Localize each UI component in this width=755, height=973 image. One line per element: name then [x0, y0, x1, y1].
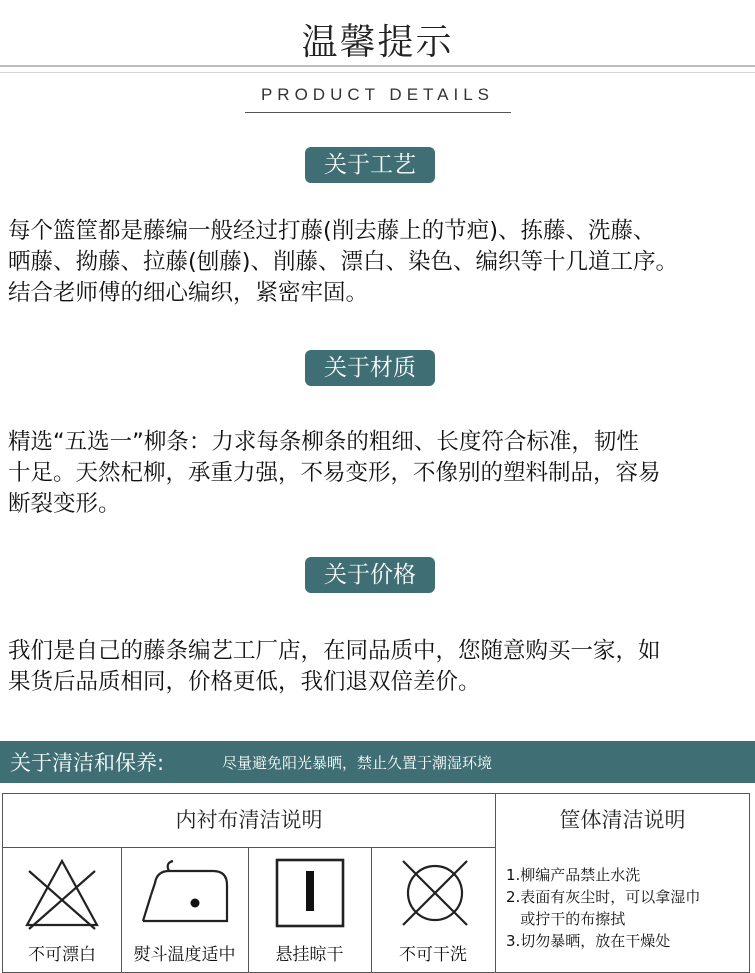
page-subtitle: PRODUCT DETAILS: [260, 85, 495, 104]
price-heading: 关于价格: [305, 557, 435, 593]
subtitle-underline: [245, 112, 511, 113]
paragraph-line: 果货后品质相同，价格更低，我们退双倍差价。: [8, 669, 481, 695]
iron-medium-label: 熨斗温度适中: [133, 945, 236, 965]
care-table: [2, 793, 750, 973]
price-paragraph: [8, 636, 748, 698]
paragraph-line: 结合老师傅的细心编织，紧密牢固。: [8, 280, 369, 306]
header-divider: [0, 65, 755, 67]
body-care-line: 1.柳编产品禁止水洗: [506, 866, 641, 884]
care-banner: [0, 741, 755, 783]
no-dry-clean-icon: [395, 855, 475, 933]
care-title: 关于清洁和保养:: [10, 751, 165, 775]
material-paragraph: [8, 427, 748, 520]
no-bleach-icon: [21, 855, 103, 933]
body-care-line: 3.切勿暴晒，放在干燥处: [506, 932, 671, 950]
hang-dry-icon: [272, 855, 348, 933]
paragraph-line: 我们是自己的藤条编艺工厂店，在同品质中，您随意购买一家，如: [8, 638, 661, 664]
iron-medium-icon: [135, 855, 235, 933]
body-care-header: 筐体清洁说明: [559, 808, 686, 832]
paragraph-line: 晒藤、拗藤、拉藤(刨藤)、削藤、漂白、染色、编织等十几道工序。: [8, 249, 679, 275]
paragraph-line: 十足。天然杞柳，承重力强，不易变形，不像别的塑料制品，容易: [8, 460, 661, 486]
lining-care-header: 内衬布清洁说明: [175, 808, 323, 832]
body-care-line: 或拧干的布擦拭: [506, 910, 626, 928]
craft-heading: 关于工艺: [305, 147, 435, 183]
material-heading: 关于材质: [305, 350, 435, 386]
no-bleach-label: 不可漂白: [28, 945, 96, 965]
header-divider-thin: [0, 72, 755, 73]
body-care-line: 2.表面有灰尘时，可以拿湿巾: [506, 888, 701, 906]
paragraph-line: 精选“五选一”柳条：力求每条柳条的粗细、长度符合标准，韧性: [8, 429, 639, 455]
craft-paragraph: [8, 216, 748, 309]
table-divider: [3, 847, 495, 848]
paragraph-line: 每个篮筐都是藤编一般经过打藤(削去藤上的节疤)、拣藤、洗藤、: [8, 218, 656, 244]
no-dry-clean-label: 不可干洗: [399, 945, 467, 965]
paragraph-line: 断裂变形。: [8, 491, 121, 517]
care-note: 尽量避免阳光暴晒，禁止久置于潮湿环境: [222, 754, 493, 772]
hang-dry-label: 悬挂晾干: [275, 945, 344, 965]
page-title: 温馨提示: [301, 22, 454, 63]
